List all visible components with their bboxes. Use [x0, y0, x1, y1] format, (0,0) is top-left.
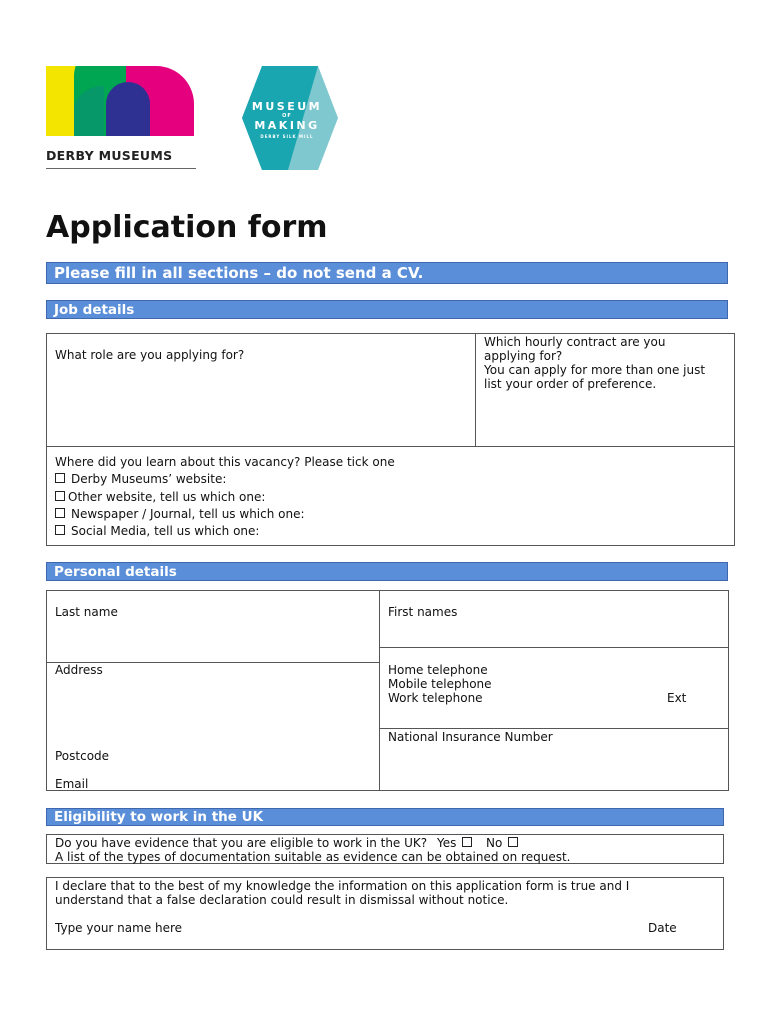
logo-underline — [46, 168, 196, 169]
eligibility-section — [46, 834, 724, 864]
eligibility-note: A list of the types of documentation suitable as evidence can be obtained on request. — [55, 850, 571, 864]
yes-option[interactable] — [437, 836, 472, 850]
last-name-label: Last name — [55, 605, 118, 619]
option-label: Social Media, tell us which one: — [71, 524, 260, 538]
page-title: Application form — [46, 210, 328, 245]
museum-of-making-logo — [232, 66, 342, 170]
instruction-banner: Please fill in all sections – do not send a CV. — [46, 262, 728, 284]
eligibility-question: Do you have evidence that you are eligible to work in the UK? — [55, 836, 428, 850]
checkbox[interactable] — [55, 525, 65, 535]
work-telephone-label: Work telephone — [388, 691, 483, 705]
contract-field[interactable] — [475, 333, 735, 447]
option-social-media[interactable] — [55, 524, 259, 539]
role-field[interactable] — [46, 333, 476, 447]
contract-label-2: applying for? — [484, 349, 563, 363]
mom-line-3: MAKING — [254, 119, 320, 132]
eligibility-heading: Eligibility to work in the UK — [46, 808, 724, 826]
yes-label: Yes — [436, 836, 457, 850]
last-name-field[interactable] — [46, 590, 380, 663]
derby-museums-logo-mark — [46, 66, 196, 144]
option-label: Newspaper / Journal, tell us which one: — [71, 507, 305, 521]
email-label: Email — [55, 777, 89, 791]
ni-number-field[interactable] — [379, 728, 729, 791]
role-label: What role are you applying for? — [55, 348, 245, 362]
contract-label-1: Which hourly contract are you — [484, 335, 666, 349]
personal-details-heading: Personal details — [46, 562, 728, 581]
option-derby-museums-website[interactable] — [55, 472, 226, 487]
yes-checkbox[interactable] — [462, 837, 472, 847]
option-label: Other website, tell us which one: — [68, 490, 266, 504]
mom-line-4: DERBY SILK MILL — [260, 134, 314, 139]
job-details-heading: Job details — [46, 300, 728, 319]
declaration-line-1: I declare that to the best of my knowledge the information on this application form is true and I — [55, 879, 630, 893]
mom-line-2: OF — [282, 113, 292, 119]
declaration-section — [46, 877, 724, 950]
no-checkbox[interactable] — [508, 837, 518, 847]
checkbox[interactable] — [55, 473, 65, 483]
vacancy-question: Where did you learn about this vacancy? Please tick one — [55, 455, 395, 469]
address-label: Address — [55, 663, 103, 677]
first-names-label: First names — [388, 605, 458, 619]
mobile-telephone-label: Mobile telephone — [388, 677, 492, 691]
checkbox[interactable] — [55, 491, 65, 501]
address-field[interactable] — [46, 662, 380, 791]
no-label: No — [486, 836, 503, 850]
home-telephone-label: Home telephone — [388, 663, 488, 677]
telephone-field[interactable] — [379, 647, 729, 729]
mom-line-1: MUSEUM — [251, 100, 323, 113]
name-label[interactable]: Type your name here — [55, 921, 183, 935]
ext-label: Ext — [667, 691, 687, 705]
date-label[interactable]: Date — [648, 921, 677, 935]
checkbox[interactable] — [55, 508, 65, 518]
ni-number-label: National Insurance Number — [388, 730, 553, 744]
contract-label-3: You can apply for more than one just — [484, 363, 706, 377]
vacancy-source-section — [46, 446, 735, 546]
first-names-field[interactable] — [379, 590, 729, 648]
declaration-line-2: understand that a false declaration could result in dismissal without notice. — [55, 893, 509, 907]
option-newspaper-journal[interactable] — [55, 507, 305, 522]
derby-museums-logo — [46, 66, 196, 172]
no-option[interactable] — [486, 836, 518, 850]
contract-label-4: list your order of preference. — [484, 377, 657, 391]
derby-museums-wordmark: DERBY MUSEUMS — [46, 148, 173, 163]
option-label: Derby Museums’ website: — [71, 472, 227, 486]
eligibility-question-row — [55, 836, 518, 851]
option-other-website[interactable] — [55, 490, 265, 505]
postcode-label: Postcode — [55, 749, 110, 763]
